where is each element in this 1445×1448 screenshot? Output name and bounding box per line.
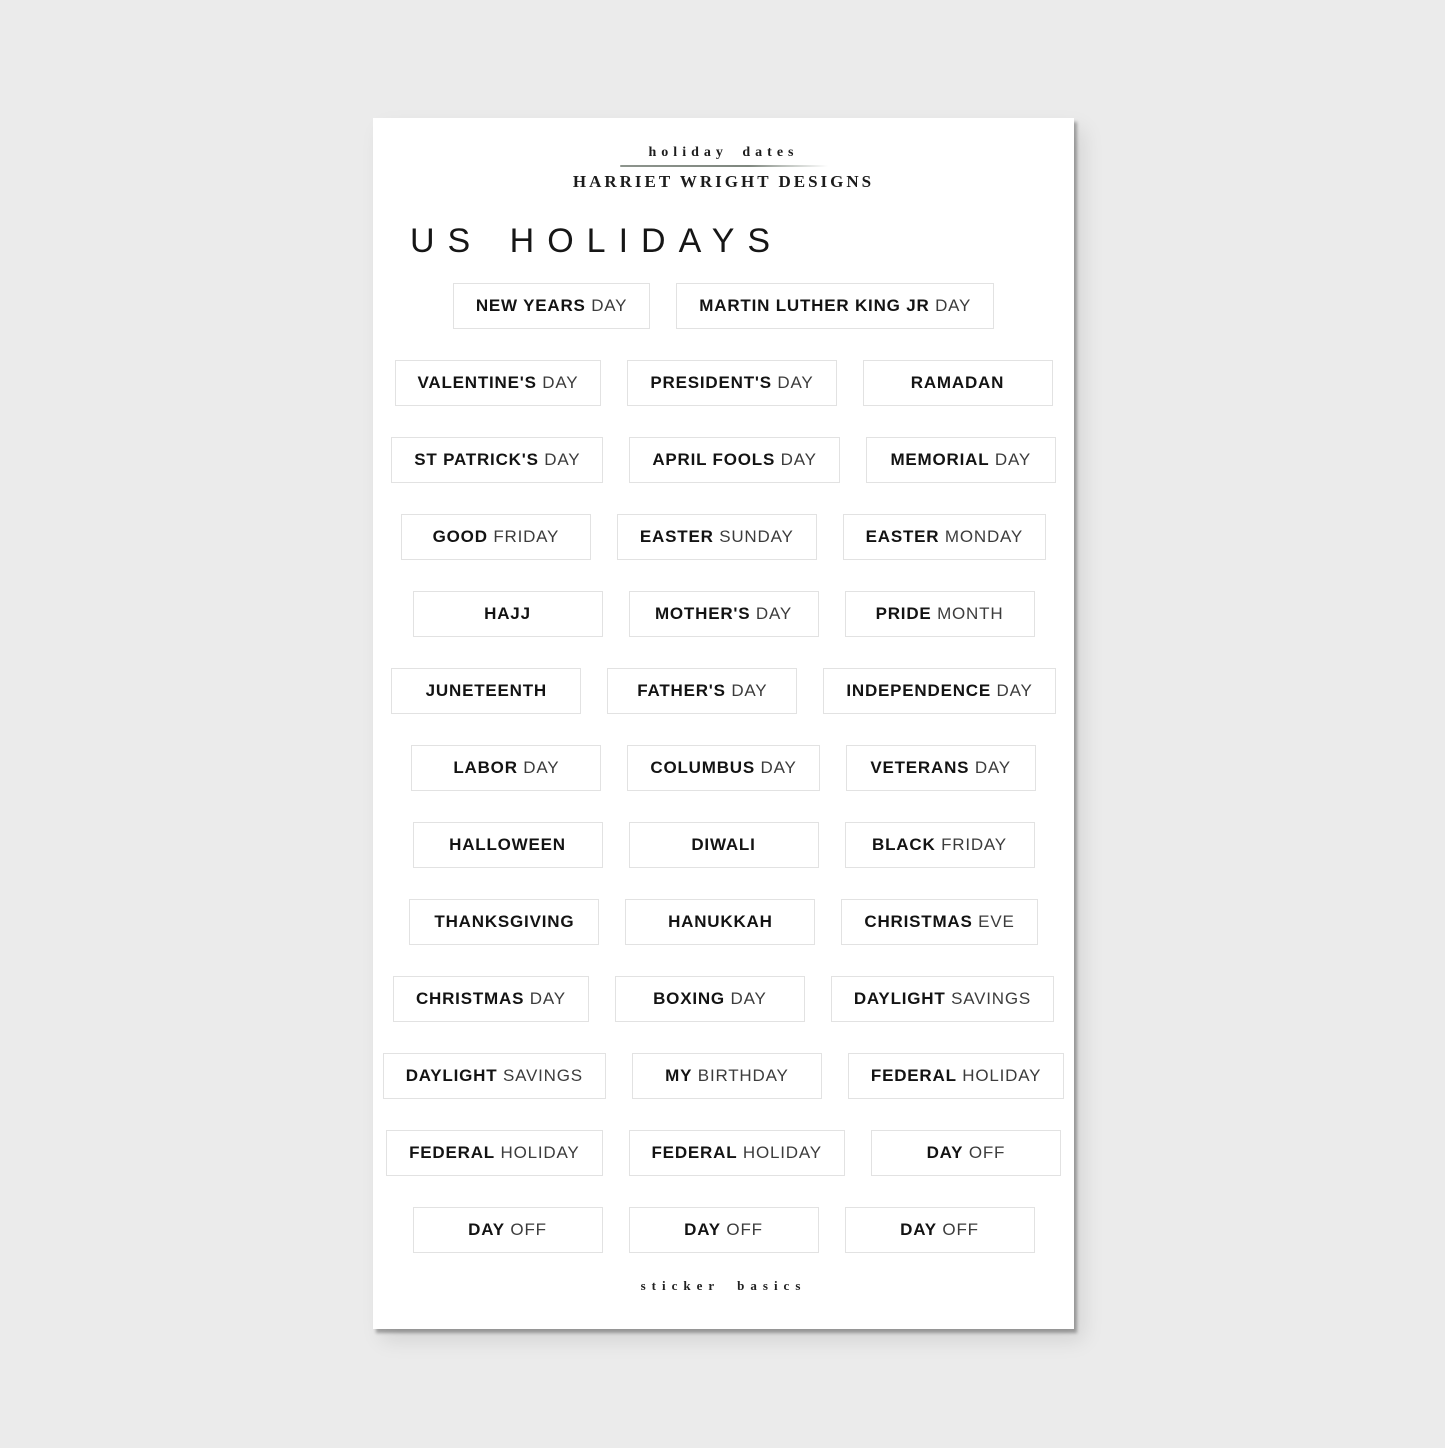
- holiday-sticker: [617, 514, 817, 560]
- holiday-sticker: [409, 899, 599, 945]
- sticker-label-regular: DAY: [750, 604, 793, 623]
- sticker-label-regular: DAY: [725, 681, 768, 700]
- holiday-sticker: [846, 745, 1036, 791]
- sticker-label-bold: GOOD: [432, 527, 488, 546]
- holiday-sticker: [632, 1053, 822, 1099]
- sticker-row: [373, 745, 1074, 791]
- sticker-label-bold: APRIL FOOLS: [652, 450, 776, 469]
- holiday-sticker: [383, 1053, 606, 1099]
- sticker-label-regular: BIRTHDAY: [692, 1066, 789, 1085]
- holiday-sticker: [627, 360, 836, 406]
- sticker-label-bold: HAJJ: [484, 604, 531, 623]
- sticker-label-regular: FRIDAY: [487, 527, 560, 546]
- sticker-label-bold: MOTHER'S: [654, 604, 751, 623]
- holiday-sticker: [413, 591, 603, 637]
- sticker-label-bold: VETERANS: [870, 758, 970, 777]
- sticker-label-regular: SUNDAY: [713, 527, 794, 546]
- holiday-sticker: [845, 591, 1035, 637]
- holiday-sticker: [629, 822, 819, 868]
- sticker-label-bold: ST PATRICK'S: [414, 450, 539, 469]
- sticker-label-bold: DAY: [900, 1220, 937, 1239]
- sticker-label-bold: LABOR: [453, 758, 518, 777]
- sticker-label-bold: BLACK: [872, 835, 936, 854]
- sticker-label-bold: DAYLIGHT: [405, 1066, 498, 1085]
- holiday-sticker: [841, 899, 1037, 945]
- sticker-label-bold: BOXING: [653, 989, 725, 1008]
- sticker-label-bold: DAY: [926, 1143, 964, 1162]
- sticker-label-bold: DAY: [468, 1220, 505, 1239]
- holiday-sticker: [871, 1130, 1061, 1176]
- holiday-sticker: [411, 745, 601, 791]
- sticker-label-regular: DAY: [538, 450, 581, 469]
- sticker-rows: [373, 283, 1074, 1284]
- holiday-sticker: [413, 1207, 603, 1253]
- sticker-label-regular: DAY: [755, 758, 797, 777]
- holiday-sticker: [845, 1207, 1035, 1253]
- sticker-label-bold: HANUKKAH: [668, 912, 773, 931]
- sticker-label-regular: EVE: [972, 912, 1015, 931]
- sticker-label-bold: VALENTINE'S: [417, 373, 537, 392]
- sticker-label-bold: EASTER: [639, 527, 714, 546]
- holiday-sticker: [413, 822, 603, 868]
- sticker-label-regular: MONTH: [931, 604, 1004, 623]
- holiday-sticker: [866, 437, 1056, 483]
- sticker-label-bold: EASTER: [865, 527, 940, 546]
- sticker-row: [373, 283, 1074, 329]
- sticker-row: [373, 668, 1074, 714]
- holiday-sticker: [629, 1130, 845, 1176]
- holiday-sticker: [823, 668, 1055, 714]
- holiday-sticker: [395, 360, 602, 406]
- sticker-label-bold: HALLOWEEN: [449, 835, 566, 854]
- holiday-sticker: [845, 822, 1035, 868]
- holiday-sticker: [391, 668, 581, 714]
- holiday-sticker: [831, 976, 1054, 1022]
- sticker-row: [373, 360, 1074, 406]
- sticker-label-regular: DAY: [517, 758, 560, 777]
- sticker-row: [373, 514, 1074, 560]
- holiday-sticker: [863, 360, 1053, 406]
- sticker-label-bold: FEDERAL: [870, 1066, 957, 1085]
- sticker-label-regular: DAY: [585, 296, 628, 315]
- sticker-label-bold: MY: [665, 1066, 693, 1085]
- sticker-row: [373, 822, 1074, 868]
- sticker-label-regular: OFF: [936, 1220, 979, 1239]
- holiday-sticker: [607, 668, 797, 714]
- sticker-row: [373, 1130, 1074, 1176]
- holiday-sticker: [615, 976, 805, 1022]
- holiday-sticker: [629, 437, 839, 483]
- sticker-row: [373, 976, 1074, 1022]
- sticker-row: [373, 1053, 1074, 1099]
- holiday-sticker: [629, 591, 819, 637]
- sticker-label-regular: DAY: [991, 681, 1033, 700]
- sticker-label-bold: JUNETEENTH: [425, 681, 548, 700]
- sticker-label-regular: DAY: [724, 989, 767, 1008]
- sticker-label-bold: RAMADAN: [910, 373, 1005, 392]
- sticker-label-regular: DAY: [524, 989, 566, 1008]
- sticker-label-regular: DAY: [775, 450, 817, 469]
- brand-name: HARRIET WRIGHT DESIGNS: [572, 172, 875, 191]
- holiday-sticker: [676, 283, 994, 329]
- sticker-label-regular: DAY: [536, 373, 579, 392]
- sticker-label-bold: FATHER'S: [637, 681, 726, 700]
- holiday-sticker: [843, 514, 1046, 560]
- sticker-label-bold: DIWALI: [691, 835, 756, 854]
- sticker-label-bold: COLUMBUS: [650, 758, 755, 777]
- holiday-sticker: [848, 1053, 1064, 1099]
- sticker-label-regular: OFF: [720, 1220, 763, 1239]
- sticker-label-regular: SAVINGS: [945, 989, 1032, 1008]
- sticker-label-regular: OFF: [963, 1143, 1006, 1162]
- holiday-sticker: [453, 283, 650, 329]
- holiday-sticker: [391, 437, 603, 483]
- sticker-label-bold: FEDERAL: [651, 1143, 738, 1162]
- sticker-row: [373, 437, 1074, 483]
- brand-divider-line: [620, 165, 828, 167]
- sticker-label-bold: PRESIDENT'S: [650, 373, 772, 392]
- sticker-label-regular: SAVINGS: [497, 1066, 583, 1085]
- sticker-label-regular: DAY: [771, 373, 814, 392]
- sticker-label-regular: DAY: [989, 450, 1032, 469]
- sticker-row: [373, 899, 1074, 945]
- sticker-label-bold: MARTIN LUTHER KING JR: [699, 296, 930, 315]
- sticker-label-regular: MONDAY: [939, 527, 1024, 546]
- holiday-sticker: [629, 1207, 819, 1253]
- sticker-label-regular: HOLIDAY: [495, 1143, 580, 1162]
- sticker-label-regular: DAY: [969, 758, 1011, 777]
- sticker-label-bold: NEW YEARS: [475, 296, 586, 315]
- sticker-label-bold: DAYLIGHT: [853, 989, 946, 1008]
- holiday-sticker: [386, 1130, 602, 1176]
- holiday-sticker: [393, 976, 589, 1022]
- sticker-label-bold: CHRISTMAS: [864, 912, 973, 931]
- sticker-row: [373, 591, 1074, 637]
- brand-tagline: holiday dates: [648, 145, 799, 160]
- brand-block: [373, 145, 1074, 192]
- holiday-sticker: [401, 514, 591, 560]
- sticker-label-bold: MEMORIAL: [890, 450, 990, 469]
- sticker-label-regular: HOLIDAY: [956, 1066, 1042, 1085]
- sticker-row: [373, 1207, 1074, 1253]
- page-title: US HOLIDAYS: [410, 222, 784, 260]
- sticker-label-bold: THANKSGIVING: [434, 912, 575, 931]
- sticker-label-bold: FEDERAL: [409, 1143, 495, 1162]
- sticker-label-regular: DAY: [929, 296, 972, 315]
- sticker-label-bold: DAY: [684, 1220, 721, 1239]
- sticker-label-bold: CHRISTMAS: [415, 989, 525, 1008]
- sticker-label-regular: FRIDAY: [935, 835, 1007, 854]
- sticker-sheet: [373, 118, 1074, 1329]
- holiday-sticker: [627, 745, 819, 791]
- holiday-sticker: [625, 899, 815, 945]
- sticker-label-regular: HOLIDAY: [737, 1143, 822, 1162]
- footer-text: sticker basics: [640, 1278, 807, 1293]
- sticker-label-bold: PRIDE: [875, 604, 932, 623]
- sticker-label-regular: OFF: [504, 1220, 547, 1239]
- sticker-label-bold: INDEPENDENCE: [846, 681, 992, 700]
